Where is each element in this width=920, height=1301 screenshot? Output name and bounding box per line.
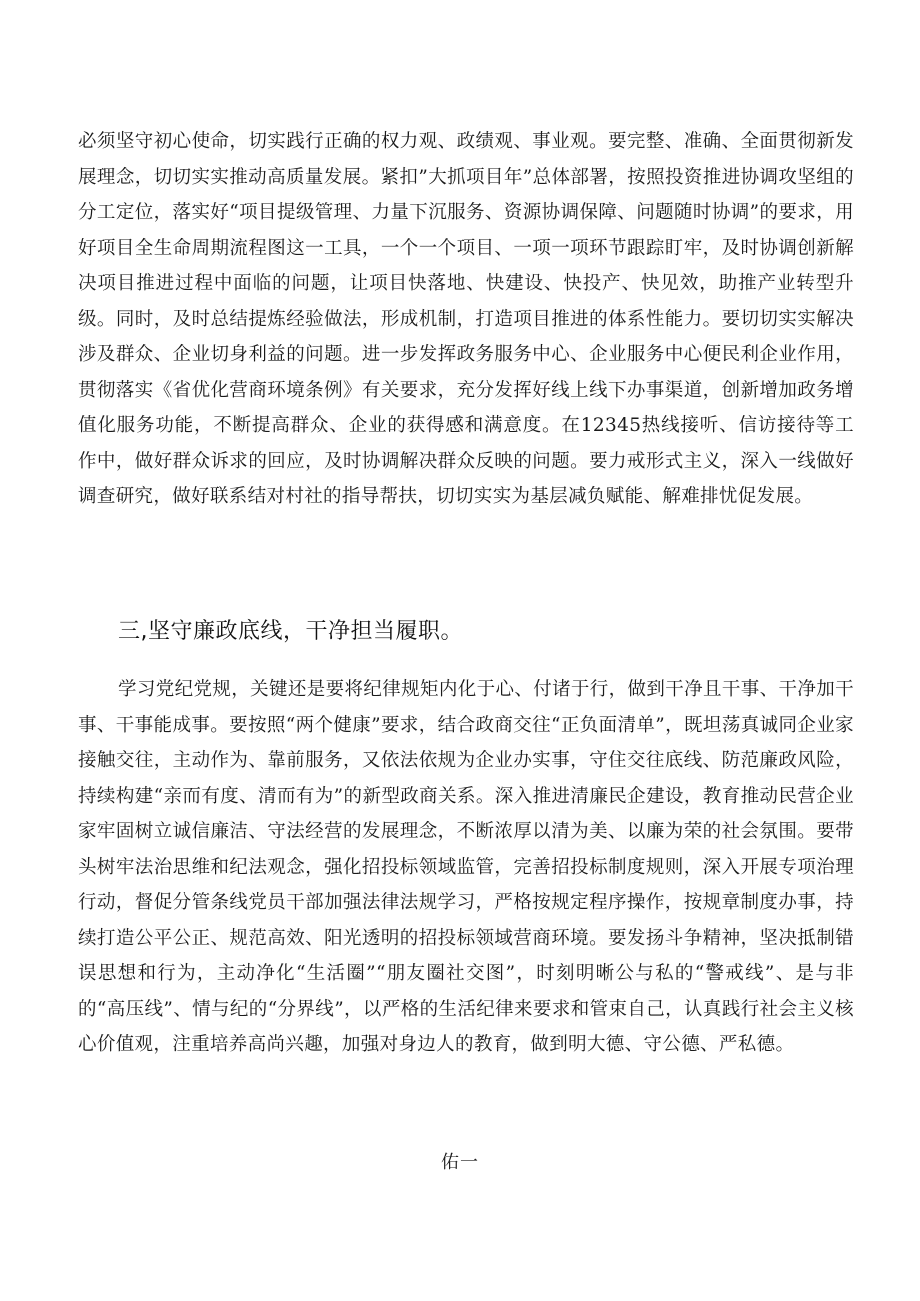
page-footer: 佑一 [441, 1152, 479, 1173]
section-heading-3: 三,坚守廉政底线，干净担当履职。 [118, 619, 463, 644]
body-paragraph-1: 必须坚守初心使命，切实践行正确的权力观、政绩观、事业观。要完整、准确、全面贯彻新发展理念，切切实实推动高质量发展。紧扣”大抓项目年”总体部署，按照投资推进协调攻坚组的分工定位，落实好“项目提级管理、力量下沉服务、资源协调保障、问题随时协调”的要求，用好项目全生命周期流程图这一工具，一个一个项目、一项一项环节跟踪盯牢，及时协调创新解决项目推进过程中面临的问题，让项目快落地、快建设、快投产、快见效，助推产业转型升级。同时，及时总结提炼经验做法，形成机制，打造项目推进的体系性能力。要切切实实解决涉及群众、企业切身利益的问题。进一步发挥政务服务中心、企业服务中心便民利企业作用，贯彻落实《省优化营商环境条例》有关要求，充分发挥好线上线下办事渠道，创新增加政务增值化服务功能，不断提高群众、企业的获得感和满意度。在12345热线接听、信访接待等工作中，做好群众诉求的回应，及时协调解决群众反映的问题。要力戒形式主义，深入一线做好调查研究，做好联系结对村社的指导帮扶，切切实实为基层减负赋能、解难排忧促发展。 [78, 131, 854, 507]
body-paragraph-2: 学习党纪党规，关键还是要将纪律规矩内化于心、付诸于行，做到干净且干事、干净加干事、干事能成事。要按照“两个健康”要求，结合政商交往“正负面清单”，既坦荡真诚同企业家接触交往，主动作为、靠前服务，又依法依规为企业办实事，守住交往底线、防范廉政风险，持续构建“亲而有度、清而有为”的新型政商关系。深入推进清廉民企建设，教育推动民营企业家牢固树立诚信廉洁、守法经营的发展理念，不断浓厚以清为美、以廉为荣的社会氛围。要带头树牢法治思维和纪法观念，强化招投标领域监管，完善招投标制度规则，深入开展专项治理行动，督促分管条线党员干部加强法律法规学习，严格按规定程序操作，按规章制度办事，持续打造公平公正、规范高效、阳光透明的招投标领域营商环境。要发扬斗争精神，坚决抵制错误思想和行为，主动净化“生活圈”“朋友圈社交图”，时刻明晰公与私的“警戒线”、是与非的“高压线”、情与纪的“分界线”，以严格的生活纪律来要求和管束自己，认真践行社会主义核心价值观，注重培养高尚兴趣，加强对身边人的教育，做到明大德、守公德、严私德。 [78, 679, 854, 1055]
